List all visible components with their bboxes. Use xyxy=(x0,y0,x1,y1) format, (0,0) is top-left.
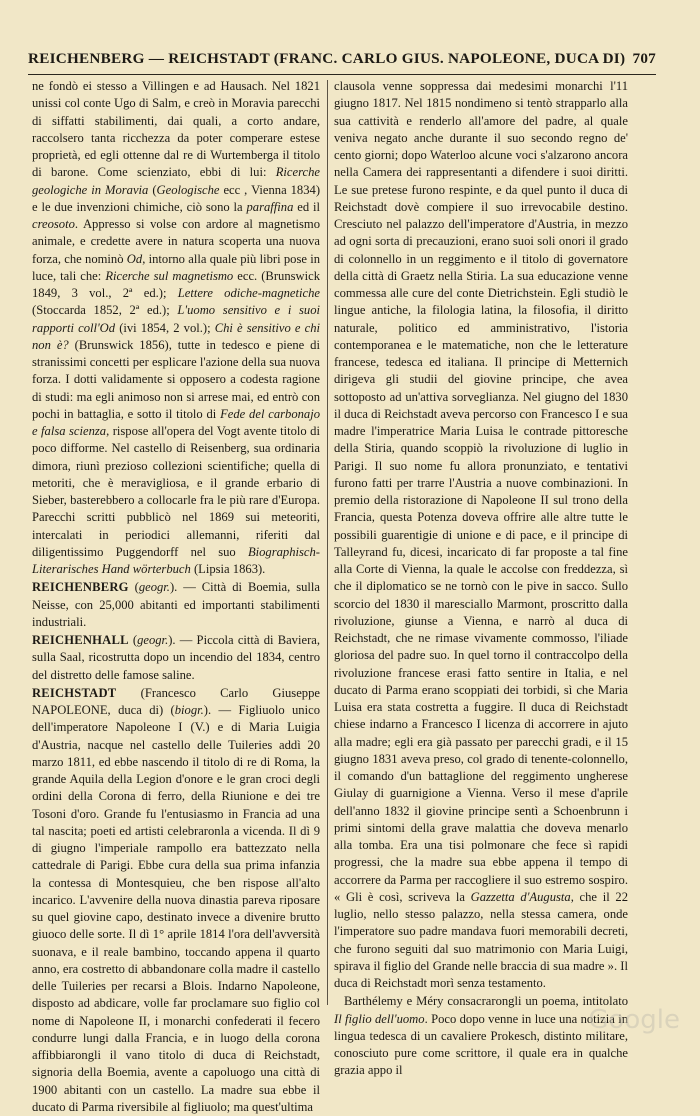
page-number: 707 xyxy=(632,50,656,67)
headword: REICHENBERG xyxy=(32,580,129,595)
continuation-paragraph: ne fondò ei stesso a Villingen e ad Hausach. Nel 1821 unissi col conte Ugo di Salm, e creò in Moravia parecchi di siffatti stabilimenti, dai quali, a corto andare, raccolsero tanta ricchezza da poter comperare estese proprietà, ed egli ottenne dal re di Wurtemberga il titolo di barone. Come scienziato, ebbi di lui: Ricerche geologiche in Moravia (Geologische ecc , Vienna 1834) e le due invenzioni chimiche, ciò sono la paraffina ed il creosoto. Appresso si volse con ardore al magnetismo animale, e credette avere in natura scoperta una nuova forza, che nominò Od, intorno alla quale più libri pose in luce, tali che: Ricerche sul magnetismo ecc. (Brunswick 1849, 3 vol., 2ª ed.); Lettere odiche-magnetiche (Stoccarda 1852, 2ª ed.); L'uomo sensitivo e i suoi rapporti coll'Od (ivi 1854, 2 vol.); Chi è sensitivo e chi non è? (Brunswick 1856), tutte in tedesco e piene di stranissimi concetti per esplicare l'azione della sua nuova forza. I dotti validamente si opposero a codesta ragione di studi: ma egli animoso non si arrese mai, ed entrò con pochi in battaglia, e sotto il titolo di Fede del carbonajo e falsa scienza, rispose all'opera del Vogt avente titolo di poco difforme. Nel castello di Reisenberg, sua ordinaria dimora, riunì prezioso collezioni scientifiche; quella di metoriti, che è meravigliosa, e il grande erbario di Sieber, basterebbero a collocarle fra le più rare d'Europa. Parecchi scritti pubblicò nel 1869 sui meteoriti, intercalati in periodici allemanni, riferiti dal diligentissimo Puggendorff nel suo Biographisch-Literarisches Hand wörterbuch (Lipsia 1863). xyxy=(32,79,321,576)
running-header xyxy=(28,50,656,72)
column-divider xyxy=(327,80,328,1005)
entry-reichenberg: REICHENBERG (geogr.). — Città di Boemia, sulla Neisse, con 25,000 abitanti ed importanti stabilimenti industriali. xyxy=(32,580,320,629)
header-rule xyxy=(28,74,656,75)
entry-reichstadt: REICHSTADT (Francesco Carlo Giuseppe NAPOLEONE, duca di) (biogr.). — Figliuolo unico dell'imperatore Napoleone I (V.) e di Maria Luigia d'Austria, nacque nel castello delle Tuileries addì 20 marzo 1811, ed ebbe nascendo il titolo di re di Roma, la grande Aquila della Legion d'onore e le gran croci degli ordini della Corona di ferro, della Riunione e dei tre Tosoni d'oro. Grande fu l'entusiasmo in Francia ad una tal nascita; poeti ed artisti celebraronla a vicenda. Il dì 9 di giugno l'imperiale rampollo era battezzato nella cattedrale di Parigi. Ebbe cura della sua prima infanzia la contessa di Montesquieu, che ben rispose all'alto incarico. L'avvenire della nuova dinastia pareva riposare su quel giovine capo, destinato invece a divenire brutto giuoco delle sorte. Il dì 1° aprile 1814 l'ora dell'avversità suonava, e il reale bambino, toccando appena il quarto anno, era costretto di abbandonare colla madre il castello delle Tuileries per recarsi a Blois. Indarno Napoleone, disposto ad abdicare, volle far proclamare suo figlio col nome di Napoleone II, i monarchi confederati il fecero condurre lungi dalla Francia, e in luogo della corona affibbiarongli il vano titolo di duca di Reichstadt, signoria della Boemia, avente a capoluogo una città di 1900 abitanti con un castello. La madre sua ebbe il ducato di Parma riversibile al figliuolo; ma quest'ultima xyxy=(32,685,320,1114)
header-title: REICHENBERG — REICHSTADT (FRANC. CARLO GIUS. NAPOLEONE, DUCA DI) xyxy=(28,50,626,67)
headword: REICHENHALL xyxy=(32,633,129,647)
reichstadt-continuation-paragraph: clausola venne soppressa dai medesimi monarchi l'11 giugno 1817. Nel 1815 nondimeno si tentò strapparlo alla sua cattività e renderlo all'amore del padre, al quale veniva negato anche durante il suo secondo regno de' cento giorni; dopo Waterloo alcune voci s'alzarono ancora nella Camera dei rappresentanti a difendere i suoi diritti. Le sue pretese furono respinte, e da quel punto il duca di Reichstadt dovè compiere il suo irrevocabile destino. Cresciuto nel palazzo dell'imperatore d'Austria, in mezzo ad ogni sorta di precauzioni, erano suoi soli onori il grado di colonnello in un reggimento e il titolo di governatore della città di Graetz nella Stiria. La sua educazione venne commessa alle cure del conte Dietrichstein. Egli studiò le lingue antiche, la filologia latina, la filosofia, il diritto naturale, politico ed amministrativo, l'istoria contemporanea e le matematiche, non che le letterature francese, tedesca ed italiana. Il principe di Metternich dirigeva gli studii del giovine principe, che avea sottoposto ad un'attiva sorveglianza. Nel giugno del 1830 il duca di Reichstadt aveva percorso con Francesco I e sua madre l'imperatrice Maria Luisa le contrade pittoresche della Stiria, quando scoppiò la rivoluzione di luglio in Parigi. Il suo nome fu allora pronunziato, e tentativi furono fatti per trarre l'Austria a nuove combinazioni. In premio della ristorazione di Napoleone II sul trono della Francia, questa Potenza doveva offrire alle altre tutte le possibili guarentigie di unione e di pace, e il principe di Talleyrand fu, dicesi, incaricato di far proposte a tal fine alla Corte di Vienna, la quale le accolse con freddezza, sì che il diplomatico se ne tornò con le pive in sacco. Sullo scorcio del 1830 il maresciallo Marmont, proscritto dalla rivoluzione, giunse a Vienna, e narrò al duca di Reichstadt, che ne rimase vivamente commosso, l'iliade gloriosa del padre suo. In quel torno il contraccolpo della rivoluzione francese erasi fatto sentire in Italia, e nel ducato di Parma erano scoppiati dei torbidi, sì che Maria Luisa era stata costretta a fuggire. Il duca di Reichstadt chiese indarno a Francesco I licenza di accorrere in ajuto alla madre; egli era già passato per parecchi gradi, e il 15 giugno 1831 aveva preso, col grado di tenente-colonnello, il comando d'un battaglione del reggimento ungherese Giulay di guarnigione a Vienna. Verso il mese d'aprile dell'anno 1832 il giovine principe sentì a Schoenbrunn i primi sintomi della grave malattia che doveva menarlo alla tomba. Era una tisi polmonare che fece sì rapidi progressi, che la madre sua ebbe appena il tempo di accorrere da Parma per raccogliere il suo estremo sospiro. « Gli è così, scriveva la Gazzetta d'Augusta, che il 22 luglio, nello stesso palazzo, nella stessa camera, onde l'imperatore suo padre mandava fuori memorabili decreti, che furono seguiti dal suo matrimonio con Maria Luigi, spirava il figlio del Grande nelle braccia di sua madre ». Il duca di Reichstadt morì senza testamento. xyxy=(334,79,628,990)
entry-reichenhall: REICHENHALL (geogr.). — Piccola città di Baviera, sulla Saal, ricostrutta dopo un incendio del 1834, centro del distretto delle famose saline. xyxy=(32,633,321,682)
left-column xyxy=(32,78,321,1114)
google-watermark: Google xyxy=(588,1005,680,1035)
poem-paragraph: Barthélemy e Méry consacrarongli un poema, intitolato Il figlio dell'uomo. Poco dopo venne in luce una notizia in lingua tedesca di un cavaliere Prokesch, distinto militare, conosciuto pure come scrittore, il quale era in qualche grazia appo il xyxy=(334,994,628,1078)
headword: REICHSTADT xyxy=(32,685,117,700)
right-column xyxy=(334,78,628,1078)
